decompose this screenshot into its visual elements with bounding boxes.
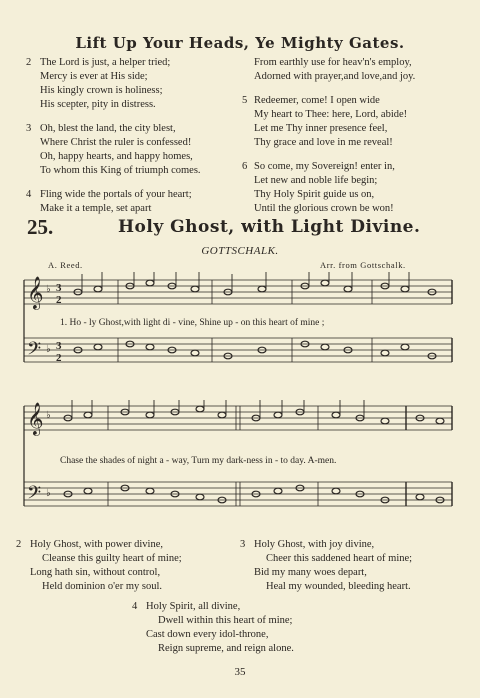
hymn-verse-3: 3 Holy Ghost, with joy divine, Cheer this saddened heart of mine; Bid my many woes depart, Heal my wounded, bleeding heart. xyxy=(240,539,413,592)
top-left-verses xyxy=(24,56,239,216)
svg-text:𝄞: 𝄞 xyxy=(27,402,44,435)
svg-text:2: 2 xyxy=(56,352,62,364)
verse-4-cont: From earthly use for heav'n's employ, Adorned with prayer,and love,and joy. xyxy=(254,57,416,82)
lyrics-line-2: Chase the shades of night a - way, Turn my dark-ness in - to day. A-men. xyxy=(60,456,337,466)
tune-name: GOTTSCHALK. xyxy=(201,245,279,257)
verse-6: 6 So come, my Sovereign! enter in, Let new and noble life begin; Thy Holy Spirit guide us on, Until the glorious crown be won! xyxy=(242,161,395,214)
verse-3: 3 Oh, blest the land, the city blest, Where Christ the ruler is confessed! Oh, happy hearts, and happy homes, To whom this King of triumph comes. xyxy=(26,123,201,176)
svg-text:𝄢: 𝄢 xyxy=(27,483,42,508)
svg-text:3: 3 xyxy=(56,282,62,294)
verse-2: 2 The Lord is just, a helper tried; Mercy is ever at His side; His kingly crown is holiness; His scepter, pity in distress. xyxy=(26,57,171,110)
svg-text:♭: ♭ xyxy=(46,284,51,295)
author: A. Reed. xyxy=(48,260,83,270)
top-right-verses xyxy=(240,56,465,216)
top-hymn-title: Lift Up Your Heads, Ye Mighty Gates. xyxy=(75,34,405,52)
svg-text:♭: ♭ xyxy=(46,344,51,355)
verse-5: 5 Redeemer, come! I open wide My heart to Thee: here, Lord, abide! Let me Thy inner presence feel, Thy grace and love in me reveal! xyxy=(242,95,408,148)
svg-text:♭: ♭ xyxy=(46,488,51,499)
hymn-number: 25. xyxy=(27,215,54,239)
svg-text:3: 3 xyxy=(56,340,62,352)
hymn-verse-2: 2 Holy Ghost, with power divine, Cleanse this guilty heart of mine; Long hath sin, without control, Held dominion o'er my soul. xyxy=(16,539,182,592)
svg-text:2: 2 xyxy=(56,294,62,306)
verse-4: 4 Fling wide the portals of your heart; Make it a temple, set apart xyxy=(26,189,192,214)
svg-text:♭: ♭ xyxy=(46,410,51,421)
hymn-verse-4: 4 Holy Spirit, all divine, Dwell within this heart of mine; Cast down every idol-throne, Reign supreme, and reign alone. xyxy=(132,601,294,654)
hymn-title: Holy Ghost, with Light Divine. xyxy=(118,217,421,237)
music-system-1 xyxy=(0,272,480,392)
svg-text:𝄞: 𝄞 xyxy=(27,276,44,309)
svg-text:𝄢: 𝄢 xyxy=(27,339,42,364)
page-number: 35 xyxy=(234,666,246,678)
arranger: Arr. from Gottschalk. xyxy=(320,260,406,270)
lyrics-line-1: 1. Ho - ly Ghost,with light di - vine, Shine up - on this heart of mine ; xyxy=(60,318,325,328)
